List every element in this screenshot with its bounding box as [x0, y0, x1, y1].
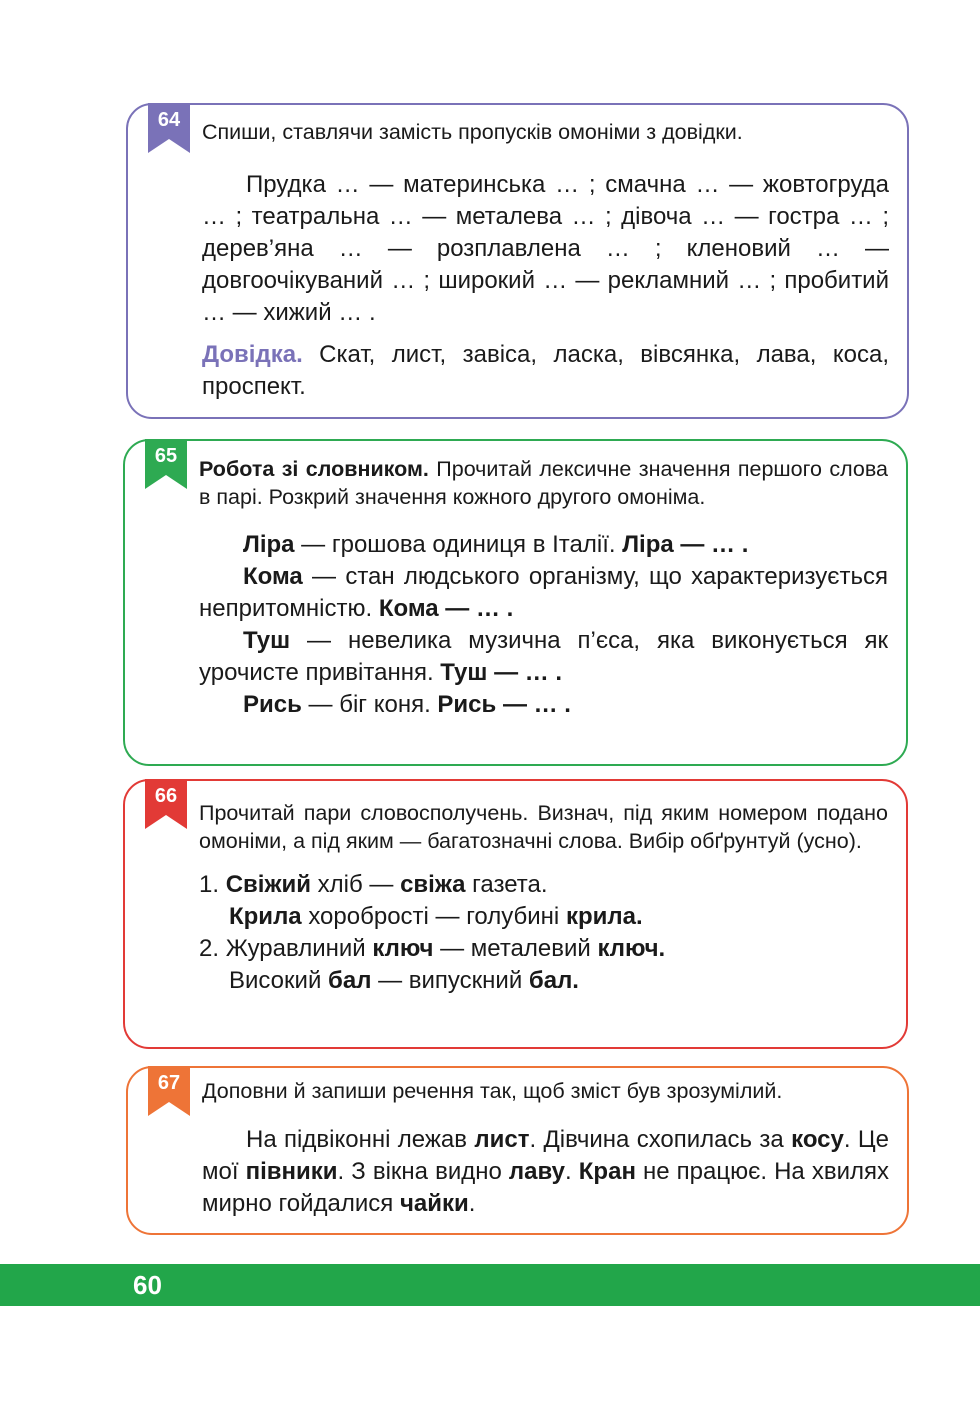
- reference-label: Довідка.: [202, 341, 303, 368]
- exercise-number-flag: [145, 439, 187, 489]
- exercise-65: [123, 439, 908, 766]
- blank: — … .: [496, 691, 571, 718]
- word: лаву: [508, 1158, 566, 1185]
- word: півники: [245, 1158, 338, 1185]
- task-instruction: Доповни й запиши речення так, щоб зміст був зрозумілий.: [202, 1079, 783, 1103]
- text: . Це мої: [202, 1126, 889, 1185]
- exercise-number-flag: [148, 1066, 190, 1116]
- text: Журавлиний: [225, 935, 373, 962]
- task-instruction: [199, 455, 888, 511]
- word: Кран: [578, 1158, 636, 1185]
- word: ключ: [372, 935, 434, 962]
- exercise-text: [202, 1124, 889, 1220]
- text: .: [565, 1158, 579, 1185]
- reference-block: [202, 339, 889, 403]
- text: газета.: [465, 871, 548, 898]
- term-repeat: Кома: [378, 595, 439, 622]
- definition: — невелика музична п’єса, яка виконується як урочисте привітання.: [199, 627, 888, 686]
- text: Високий: [229, 967, 329, 994]
- term-repeat: Ліра: [622, 531, 674, 558]
- exercise-64: [126, 103, 909, 419]
- list-item: [199, 529, 888, 561]
- task-instruction: Прочитай пари словосполучень. Визнач, під яким номером подано омоніми, а під яким — багатозначні слова. Вибір обґрунтуй (усно).: [199, 801, 888, 853]
- list-item: [199, 933, 888, 965]
- term: Туш: [243, 627, 291, 654]
- list-item: [199, 965, 888, 997]
- term-repeat: Туш: [440, 659, 488, 686]
- blank: — … .: [673, 531, 749, 558]
- list-item: [199, 561, 888, 625]
- exercise-number: 66: [145, 779, 187, 815]
- word: свіжа: [400, 871, 466, 898]
- definition: — біг коня.: [301, 691, 438, 718]
- exercise-66: [123, 779, 908, 1049]
- word: лист: [474, 1126, 530, 1153]
- text: . З вікна видно: [337, 1158, 509, 1185]
- page-number: 60: [133, 1270, 162, 1300]
- task-heading: Робота зі словником.: [199, 457, 429, 481]
- blank: — … .: [487, 659, 563, 686]
- term: Рись: [243, 691, 302, 718]
- page-footer: [0, 1264, 980, 1306]
- task-instruction: Спиши, ставлячи замість пропусків омоніми з довідки.: [202, 120, 743, 144]
- list-item: [199, 869, 888, 901]
- word: Свіжий: [225, 871, 311, 898]
- text: На підвіконні лежав: [246, 1126, 475, 1153]
- item-number: 1.: [199, 871, 220, 898]
- term-repeat: Рись: [437, 691, 497, 718]
- exercise-number: 67: [148, 1066, 190, 1102]
- list-item: [199, 901, 888, 933]
- list-item: [199, 689, 888, 721]
- word: крила.: [565, 903, 643, 930]
- reference-words: Скат, лист, завіса, ласка, вівсянка, лава, коса, проспект.: [202, 341, 889, 400]
- word: бал: [328, 967, 372, 994]
- exercise-number-flag: [148, 103, 190, 153]
- word: бал.: [528, 967, 579, 994]
- exercise-number: 64: [148, 103, 190, 139]
- blank: — … .: [438, 595, 514, 622]
- text: хоробрості — голубині: [301, 903, 566, 930]
- text: хліб —: [310, 871, 401, 898]
- word: ключ.: [597, 935, 666, 962]
- text: — випускний: [371, 967, 529, 994]
- term: Ліра: [243, 531, 295, 558]
- text: не працює. На хвилях мирно гойдалися: [202, 1158, 890, 1217]
- list-item: [199, 625, 888, 689]
- exercise-67: [126, 1066, 909, 1235]
- word: косу: [791, 1126, 844, 1153]
- exercise-text: Прудка … — материнська … ; смачна … — жовтогруда … ; театральна … — металева … ; дівоча … — гостра … ; дерев’яна … — розплавлена … ; кленовий … — довгоочікуваний … ; широкий … — рекламний … ; пробитий … — хижий … .: [202, 171, 889, 326]
- term: Кома: [243, 563, 303, 590]
- exercise-number-flag: [145, 779, 187, 829]
- exercise-number: 65: [145, 439, 187, 475]
- text: . Дівчина схопилась за: [529, 1126, 792, 1153]
- definition: — грошова одиниця в Італії.: [294, 531, 623, 558]
- word: чайки: [399, 1190, 469, 1217]
- word: Крила: [229, 903, 302, 930]
- task-text: Прочитай лексичне значення першого слова в парі. Розкрий значення кожного другого омоніма.: [199, 457, 889, 509]
- text: — металевий: [433, 935, 598, 962]
- item-number: 2.: [199, 935, 220, 962]
- definition: — стан людського організму, що характеризується непритомністю.: [199, 563, 888, 622]
- text: .: [468, 1190, 476, 1217]
